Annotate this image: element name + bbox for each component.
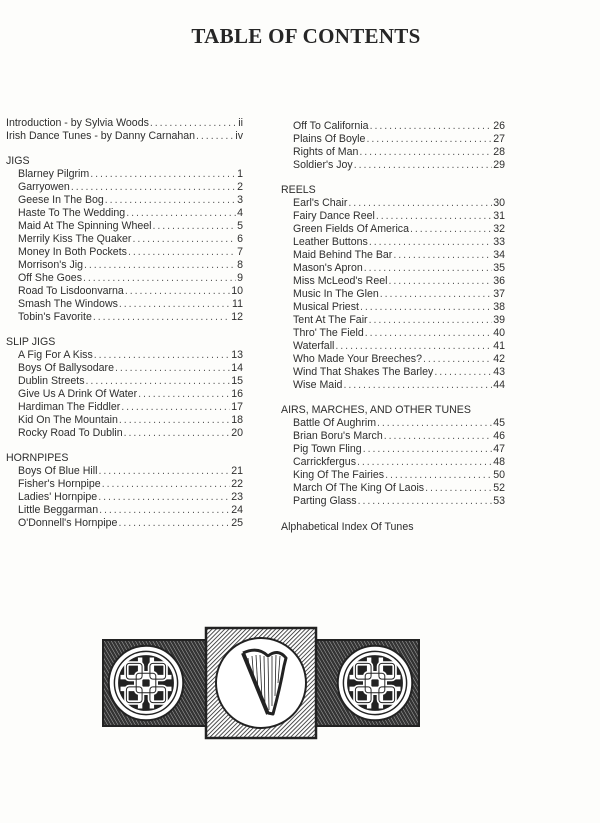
toc-entry[interactable] (6, 491, 243, 504)
entry-page: 37 (493, 288, 505, 300)
toc-entry[interactable] (281, 197, 505, 210)
entry-page: iv (235, 130, 243, 142)
entry-page: 25 (231, 517, 243, 529)
toc-entry[interactable] (281, 146, 505, 159)
toc-entry[interactable] (6, 349, 243, 362)
entry-label: Battle Of Aughrim (293, 417, 377, 429)
entry-label: Plains Of Boyle (293, 133, 366, 145)
entry-label: Rocky Road To Dublin (18, 427, 123, 439)
dot-leader (126, 207, 236, 220)
toc-right-column (281, 120, 505, 534)
entry-page: ii (238, 117, 243, 129)
dot-leader (152, 220, 236, 233)
entry-page: 15 (231, 375, 243, 387)
entry-label: Off To California (293, 120, 369, 132)
entry-label: Merrily Kiss The Quaker (18, 233, 132, 245)
entry-label: Maid At The Spinning Wheel (18, 220, 152, 232)
toc-entry[interactable] (281, 210, 505, 223)
dot-leader (363, 443, 493, 456)
entry-page: 43 (493, 366, 505, 378)
entry-label: Hardiman The Fiddler (18, 401, 121, 413)
entry-label: Pig Town Fling (293, 443, 362, 455)
dot-leader (376, 210, 492, 223)
dot-leader (98, 491, 230, 504)
dot-leader (150, 117, 237, 130)
dot-leader (366, 133, 492, 146)
toc-entry[interactable] (6, 478, 243, 491)
entry-page: 44 (493, 379, 505, 391)
dot-leader (71, 181, 236, 194)
entry-label: Mason's Apron (293, 262, 363, 274)
toc-entry[interactable] (6, 388, 243, 401)
celtic-harp-ornament-icon (108, 618, 308, 738)
entry-page: 30 (493, 197, 505, 209)
entry-page: 9 (237, 272, 243, 284)
toc-entry[interactable] (6, 504, 243, 517)
dot-leader (102, 478, 231, 491)
toc-entry[interactable] (281, 340, 505, 353)
dot-leader (359, 146, 492, 159)
toc-entry[interactable] (281, 262, 505, 275)
toc-entry[interactable] (281, 417, 505, 430)
toc-entry[interactable] (281, 133, 505, 146)
toc-entry[interactable] (281, 288, 505, 301)
entry-page: 12 (231, 311, 243, 323)
entry-label: Maid Behind The Bar (293, 249, 393, 261)
dot-leader (393, 249, 492, 262)
toc-entry[interactable] (281, 159, 505, 172)
dot-leader (119, 298, 231, 311)
entry-label: King Of The Fairies (293, 469, 385, 481)
entry-label: Leather Buttons (293, 236, 368, 248)
alphabetical-index-link[interactable]: Alphabetical Index Of Tunes (281, 521, 414, 533)
entry-page: 6 (237, 233, 243, 245)
toc-entry[interactable] (6, 517, 243, 530)
entry-page: 35 (493, 262, 505, 274)
entry-page: 39 (493, 314, 505, 326)
entry-page: 24 (231, 504, 243, 516)
entry-label: Off She Goes (18, 272, 82, 284)
entry-label: Who Made Your Breeches? (293, 353, 422, 365)
toc-entry[interactable] (281, 223, 505, 236)
entry-label: Fisher's Hornpipe (18, 478, 101, 490)
entry-page: 10 (231, 285, 243, 297)
toc-entry[interactable] (6, 465, 243, 478)
entry-label: Morrison's Jig (18, 259, 84, 271)
entry-page: 42 (493, 353, 505, 365)
section-heading-jigs: JIGS (6, 155, 30, 167)
dot-leader (118, 517, 230, 530)
entry-label: Boys Of Blue Hill (18, 465, 98, 477)
entry-page: 45 (493, 417, 505, 429)
toc-entry[interactable] (281, 236, 505, 249)
dot-leader (105, 194, 236, 207)
toc-entry[interactable] (6, 246, 243, 259)
section-heading-slip-jigs: SLIP JIGS (6, 336, 56, 348)
toc-entry[interactable] (281, 469, 505, 482)
entry-page: 16 (231, 388, 243, 400)
toc-entry[interactable] (281, 379, 505, 392)
dot-leader (380, 288, 492, 301)
page-title: TABLE OF CONTENTS (191, 24, 421, 48)
dot-leader (423, 353, 492, 366)
entry-label: Ladies' Hornpipe (18, 491, 98, 503)
toc-entry[interactable] (6, 311, 243, 324)
dot-leader (94, 349, 230, 362)
entry-page: 31 (493, 210, 505, 222)
entry-label: Little Beggarman (18, 504, 99, 516)
entry-page: 11 (232, 298, 243, 310)
entry-label: Fairy Dance Reel (293, 210, 375, 222)
dot-leader (370, 120, 493, 133)
entry-page: 32 (493, 223, 505, 235)
dot-leader (348, 197, 492, 210)
dot-leader (354, 159, 492, 172)
entry-label: Music In The Glen (293, 288, 379, 300)
entry-page: 2 (237, 181, 243, 193)
dot-leader (377, 417, 492, 430)
entry-page: 23 (231, 491, 243, 503)
entry-label: Kid On The Mountain (18, 414, 118, 426)
entry-page: 7 (237, 246, 243, 258)
toc-entry[interactable] (6, 414, 243, 427)
section-heading-reels: REELS (281, 184, 316, 196)
dot-leader (93, 311, 230, 324)
entry-page: 29 (493, 159, 505, 171)
dot-leader (196, 130, 234, 143)
entry-page: 47 (493, 443, 505, 455)
entry-label: Irish Dance Tunes - by Danny Carnahan (6, 130, 196, 142)
toc-entry[interactable] (6, 168, 243, 181)
toc-entry[interactable] (6, 298, 243, 311)
entry-page: 1 (237, 168, 243, 180)
entry-label: A Fig For A Kiss (18, 349, 93, 361)
dot-leader (83, 272, 236, 285)
entry-page: 5 (237, 220, 243, 232)
toc-entry[interactable] (6, 259, 243, 272)
entry-label: Earl's Chair (293, 197, 348, 209)
dot-leader (343, 379, 492, 392)
entry-page: 33 (493, 236, 505, 248)
entry-page: 18 (231, 414, 243, 426)
dot-leader (358, 495, 493, 508)
dot-leader (434, 366, 492, 379)
toc-entry-introduction[interactable] (6, 117, 243, 130)
dot-leader (364, 262, 492, 275)
entry-label: Brian Boru's March (293, 430, 383, 442)
entry-label: Rights of Man (293, 146, 359, 158)
entry-label: Wind That Shakes The Barley (293, 366, 434, 378)
toc-entry[interactable] (6, 233, 243, 246)
section-heading-airs: AIRS, MARCHES, AND OTHER TUNES (281, 404, 471, 416)
entry-label: Thro' The Field (293, 327, 364, 339)
dot-leader (138, 388, 230, 401)
toc-entry[interactable] (6, 401, 243, 414)
entry-page: 4 (237, 207, 243, 219)
entry-label: Waterfall (293, 340, 335, 352)
toc-entry[interactable] (281, 430, 505, 443)
entry-page: 36 (493, 275, 505, 287)
dot-leader (124, 427, 231, 440)
dot-leader (410, 223, 492, 236)
toc-left-column (6, 117, 243, 530)
entry-page: 27 (493, 133, 505, 145)
entry-label: Introduction - by Sylvia Woods (6, 117, 149, 129)
entry-label: Musical Priest (293, 301, 359, 313)
toc-entry[interactable] (281, 366, 505, 379)
toc-entry[interactable] (281, 301, 505, 314)
toc-entry[interactable] (6, 272, 243, 285)
dot-leader (115, 362, 230, 375)
entry-page: 26 (493, 120, 505, 132)
entry-page: 17 (231, 401, 243, 413)
dot-leader (369, 314, 493, 327)
entry-label: Haste To The Wedding (18, 207, 126, 219)
toc-entry[interactable] (281, 482, 505, 495)
entry-label: Garryowen (18, 181, 70, 193)
entry-page: 40 (493, 327, 505, 339)
dot-leader (128, 246, 236, 259)
toc-entry[interactable] (6, 375, 243, 388)
entry-label: Soldier's Joy (293, 159, 353, 171)
entry-page: 50 (493, 469, 505, 481)
dot-leader (98, 465, 230, 478)
dot-leader (385, 469, 492, 482)
dot-leader (360, 301, 492, 314)
entry-page: 3 (237, 194, 243, 206)
dot-leader (365, 327, 492, 340)
toc-entry[interactable] (281, 456, 505, 469)
toc-entry[interactable] (6, 427, 243, 440)
dot-leader (121, 401, 230, 414)
toc-entry[interactable] (6, 194, 243, 207)
entry-page: 21 (231, 465, 243, 477)
dot-leader (357, 456, 492, 469)
entry-label: Geese In The Bog (18, 194, 104, 206)
toc-entry[interactable] (281, 249, 505, 262)
toc-entry[interactable] (6, 220, 243, 233)
dot-leader (99, 504, 230, 517)
toc-entry[interactable] (6, 285, 243, 298)
entry-label: Miss McLeod's Reel (293, 275, 388, 287)
toc-entry[interactable] (6, 207, 243, 220)
entry-label: March Of The King Of Laois (293, 482, 425, 494)
entry-label: Parting Glass (293, 495, 357, 507)
section-heading-hornpipes: HORNPIPES (6, 452, 69, 464)
entry-page: 41 (493, 340, 505, 352)
toc-entry[interactable] (281, 314, 505, 327)
entry-page: 14 (231, 362, 243, 374)
entry-label: Smash The Windows (18, 298, 118, 310)
dot-leader (86, 375, 231, 388)
entry-page: 22 (231, 478, 243, 490)
entry-label: Boys Of Ballysodare (18, 362, 114, 374)
dot-leader (90, 168, 236, 181)
toc-entry[interactable] (281, 443, 505, 456)
entry-label: Carrickfergus (293, 456, 356, 468)
dot-leader (388, 275, 492, 288)
toc-entry[interactable] (281, 495, 505, 508)
dot-leader (119, 414, 230, 427)
entry-page: 28 (493, 146, 505, 158)
entry-label: O'Donnell's Hornpipe (18, 517, 118, 529)
entry-label: Road To Lisdoonvarna (18, 285, 124, 297)
dot-leader (384, 430, 492, 443)
entry-page: 8 (237, 259, 243, 271)
entry-page: 13 (231, 349, 243, 361)
entry-label: Tobin's Favorite (18, 311, 92, 323)
entry-label: Wise Maid (293, 379, 343, 391)
entry-page: 46 (493, 430, 505, 442)
toc-entry[interactable] (6, 362, 243, 375)
entry-page: 38 (493, 301, 505, 313)
entry-label: Give Us A Drink Of Water (18, 388, 138, 400)
dot-leader (425, 482, 492, 495)
dot-leader (125, 285, 230, 298)
entry-page: 34 (493, 249, 505, 261)
entry-page: 48 (493, 456, 505, 468)
toc-entry-irish-dance-tunes[interactable] (6, 130, 243, 143)
entry-label: Green Fields Of America (293, 223, 409, 235)
entry-label: Money In Both Pockets (18, 246, 127, 258)
entry-label: Tent At The Fair (293, 314, 368, 326)
toc-entry[interactable] (281, 327, 505, 340)
toc-entry[interactable] (281, 353, 505, 366)
dot-leader (84, 259, 236, 272)
entry-page: 52 (493, 482, 505, 494)
entry-page: 20 (231, 427, 243, 439)
dot-leader (132, 233, 236, 246)
dot-leader (369, 236, 492, 249)
entry-page: 53 (493, 495, 505, 507)
dot-leader (335, 340, 492, 353)
toc-entry[interactable] (281, 120, 505, 133)
entry-label: Dublin Streets (18, 375, 85, 387)
entry-label: Blarney Pilgrim (18, 168, 90, 180)
toc-entry[interactable] (281, 275, 505, 288)
toc-entry[interactable] (6, 181, 243, 194)
